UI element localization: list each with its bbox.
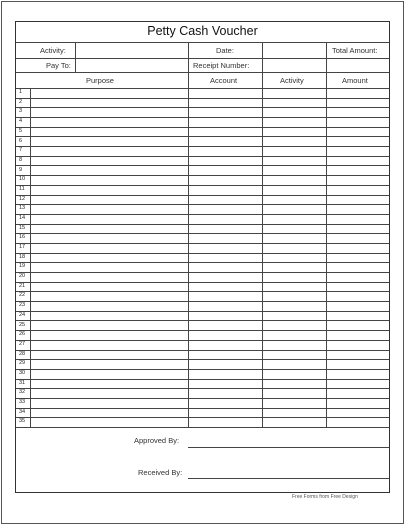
row-number: 34: [19, 408, 26, 415]
activity-cell[interactable]: [263, 291, 326, 301]
activity-cell[interactable]: [263, 88, 326, 98]
row-number: 13: [19, 205, 26, 212]
table-row: [16, 369, 389, 379]
row-number: 24: [19, 311, 26, 318]
activity-cell[interactable]: [263, 388, 326, 398]
amount-cell[interactable]: [327, 195, 389, 205]
account-header: Account: [210, 76, 238, 85]
receipt-number-label: Receipt Number:: [193, 61, 250, 70]
activity-cell[interactable]: [263, 350, 326, 360]
purpose-cell[interactable]: [31, 195, 188, 205]
activity-cell[interactable]: [263, 262, 326, 272]
account-cell[interactable]: [189, 417, 262, 427]
activity-cell[interactable]: [263, 175, 326, 185]
activity-cell[interactable]: [263, 311, 326, 321]
amount-cell[interactable]: [327, 127, 389, 137]
petty-cash-voucher-form: [15, 21, 390, 493]
amount-cell[interactable]: [327, 369, 389, 379]
receipt-number-field[interactable]: [263, 59, 325, 72]
table-row: [16, 408, 389, 418]
account-cell[interactable]: [189, 359, 262, 369]
account-cell[interactable]: [189, 369, 262, 379]
pay-to-label: Pay To:: [46, 61, 71, 70]
account-cell[interactable]: [189, 136, 262, 146]
purpose-cell[interactable]: [31, 136, 188, 146]
account-cell[interactable]: [189, 340, 262, 350]
row-number: 8: [19, 156, 23, 163]
account-cell[interactable]: [189, 107, 262, 117]
account-cell[interactable]: [189, 117, 262, 127]
row-number: 15: [19, 224, 26, 231]
row-number: 11: [19, 185, 25, 192]
account-cell[interactable]: [189, 165, 262, 175]
amount-cell[interactable]: [327, 253, 389, 263]
activity-cell[interactable]: [263, 233, 326, 243]
table-row: [16, 175, 389, 185]
activity-cell[interactable]: [263, 224, 326, 234]
total-amount-label: Total Amount:: [332, 46, 378, 55]
approved-by-label: Approved By:: [134, 436, 180, 445]
activity-cell[interactable]: [263, 243, 326, 253]
table-row: [16, 165, 389, 175]
row-number: 7: [19, 147, 23, 154]
received-by-line: [188, 478, 389, 479]
amount-header: Amount: [342, 76, 368, 85]
purpose-cell[interactable]: [31, 408, 188, 418]
activity-cell[interactable]: [263, 146, 326, 156]
amount-cell[interactable]: [327, 98, 389, 108]
purpose-header: Purpose: [86, 76, 114, 85]
purpose-cell[interactable]: [31, 185, 188, 195]
row-number: 22: [19, 292, 26, 299]
activity-cell[interactable]: [263, 408, 326, 418]
row-number: 29: [19, 360, 26, 367]
amount-cell[interactable]: [327, 214, 389, 224]
amount-cell[interactable]: [327, 175, 389, 185]
purpose-cell[interactable]: [31, 379, 188, 389]
purpose-cell[interactable]: [31, 165, 188, 175]
header-divider-1: [188, 42, 189, 72]
purpose-cell[interactable]: [31, 204, 188, 214]
activity-cell[interactable]: [263, 330, 326, 340]
table-row: [16, 272, 389, 282]
amount-cell[interactable]: [327, 350, 389, 360]
activity-cell[interactable]: [263, 340, 326, 350]
table-row: [16, 195, 389, 205]
form-title: Petty Cash Voucher: [147, 24, 258, 38]
purpose-cell[interactable]: [31, 388, 188, 398]
amount-cell[interactable]: [327, 204, 389, 214]
table-row: [16, 107, 389, 117]
table-row: [16, 243, 389, 253]
purpose-cell[interactable]: [31, 350, 188, 360]
footer-note: Free Forms from Free Design: [292, 494, 358, 500]
purpose-cell[interactable]: [31, 282, 188, 292]
row-number: 10: [19, 176, 26, 183]
account-cell[interactable]: [189, 204, 262, 214]
table-row: [16, 388, 389, 398]
activity-cell[interactable]: [263, 320, 326, 330]
row-number: 35: [19, 418, 26, 425]
table-row: [16, 379, 389, 389]
row-number: 17: [19, 244, 26, 251]
account-cell[interactable]: [189, 195, 262, 205]
amount-cell[interactable]: [327, 398, 389, 408]
table-row: [16, 359, 389, 369]
amount-cell[interactable]: [327, 243, 389, 253]
activity-cell[interactable]: [263, 204, 326, 214]
purpose-cell[interactable]: [31, 127, 188, 137]
purpose-cell[interactable]: [31, 301, 188, 311]
row-number: 33: [19, 399, 26, 406]
table-row: [16, 185, 389, 195]
account-cell[interactable]: [189, 282, 262, 292]
purpose-cell[interactable]: [31, 156, 188, 166]
table-row: [16, 214, 389, 224]
amount-cell[interactable]: [327, 117, 389, 127]
row-number: 26: [19, 331, 26, 338]
row-number: 23: [19, 302, 26, 309]
account-cell[interactable]: [189, 291, 262, 301]
account-cell[interactable]: [189, 127, 262, 137]
row-number: 5: [19, 127, 23, 134]
purpose-cell[interactable]: [31, 340, 188, 350]
row-number: 19: [19, 263, 26, 270]
activity-field[interactable]: [76, 43, 187, 58]
amount-cell[interactable]: [327, 165, 389, 175]
row-number: 28: [19, 350, 26, 357]
activity-cell[interactable]: [263, 107, 326, 117]
amount-cell[interactable]: [327, 224, 389, 234]
activity-cell[interactable]: [263, 398, 326, 408]
purpose-cell[interactable]: [31, 262, 188, 272]
table-row: [16, 320, 389, 330]
activity-cell[interactable]: [263, 301, 326, 311]
activity-cell[interactable]: [263, 165, 326, 175]
table-row: [16, 233, 389, 243]
purpose-cell[interactable]: [31, 330, 188, 340]
amount-cell[interactable]: [327, 136, 389, 146]
row-number: 3: [19, 108, 23, 115]
purpose-cell[interactable]: [31, 417, 188, 427]
received-by-field[interactable]: [188, 464, 389, 478]
amount-cell[interactable]: [327, 272, 389, 282]
row-number: 6: [19, 137, 23, 144]
table-row: [16, 146, 389, 156]
row-number: 14: [19, 214, 26, 221]
purpose-cell[interactable]: [31, 107, 188, 117]
account-cell[interactable]: [189, 243, 262, 253]
activity-cell[interactable]: [263, 253, 326, 263]
activity-cell[interactable]: [263, 98, 326, 108]
received-by-label: Received By:: [138, 468, 183, 477]
pay-to-field[interactable]: [76, 59, 187, 72]
amount-cell[interactable]: [327, 291, 389, 301]
activity-cell[interactable]: [263, 127, 326, 137]
row-number: 18: [19, 253, 26, 260]
approved-by-line: [188, 447, 389, 448]
purpose-cell[interactable]: [31, 224, 188, 234]
activity-cell[interactable]: [263, 282, 326, 292]
row-number: 27: [19, 340, 26, 347]
amount-cell[interactable]: [327, 408, 389, 418]
amount-cell[interactable]: [327, 146, 389, 156]
purpose-cell[interactable]: [31, 311, 188, 321]
account-cell[interactable]: [189, 253, 262, 263]
total-amount-field[interactable]: [327, 59, 389, 72]
account-cell[interactable]: [189, 350, 262, 360]
table-row: [16, 253, 389, 263]
row-number: 21: [19, 282, 26, 289]
table-row: [16, 156, 389, 166]
row-number: 9: [19, 166, 23, 173]
row-number: 31: [19, 379, 26, 386]
account-cell[interactable]: [189, 156, 262, 166]
activity-cell[interactable]: [263, 417, 326, 427]
activity-cell[interactable]: [263, 359, 326, 369]
table-row: [16, 88, 389, 98]
activity-cell[interactable]: [263, 195, 326, 205]
purpose-cell[interactable]: [31, 369, 188, 379]
purpose-cell[interactable]: [31, 214, 188, 224]
purpose-cell[interactable]: [31, 253, 188, 263]
activity-cell[interactable]: [263, 214, 326, 224]
column-header-divider: [16, 72, 389, 73]
activity-label: Activity:: [40, 46, 66, 55]
row-number: 12: [19, 195, 26, 202]
table-row: [16, 311, 389, 321]
amount-cell[interactable]: [327, 417, 389, 427]
purpose-cell[interactable]: [31, 291, 188, 301]
amount-cell[interactable]: [327, 301, 389, 311]
row-number: 20: [19, 273, 26, 280]
table-row: [16, 98, 389, 108]
amount-cell[interactable]: [327, 282, 389, 292]
activity-cell[interactable]: [263, 136, 326, 146]
row-number: 2: [19, 98, 23, 105]
amount-cell[interactable]: [327, 262, 389, 272]
amount-cell[interactable]: [327, 320, 389, 330]
account-cell[interactable]: [189, 388, 262, 398]
account-cell[interactable]: [189, 175, 262, 185]
purpose-cell[interactable]: [31, 272, 188, 282]
account-cell[interactable]: [189, 146, 262, 156]
amount-cell[interactable]: [327, 107, 389, 117]
account-cell[interactable]: [189, 320, 262, 330]
amount-cell[interactable]: [327, 340, 389, 350]
amount-cell[interactable]: [327, 388, 389, 398]
table-row: [16, 204, 389, 214]
purpose-cell[interactable]: [31, 233, 188, 243]
account-cell[interactable]: [189, 224, 262, 234]
activity-header: Activity: [280, 76, 304, 85]
amount-cell[interactable]: [327, 379, 389, 389]
table-row: [16, 282, 389, 292]
amount-cell[interactable]: [327, 233, 389, 243]
table-row: [16, 398, 389, 408]
account-cell[interactable]: [189, 214, 262, 224]
amount-cell[interactable]: [327, 156, 389, 166]
purpose-cell[interactable]: [31, 398, 188, 408]
amount-cell[interactable]: [327, 185, 389, 195]
account-cell[interactable]: [189, 398, 262, 408]
table-row: [16, 117, 389, 127]
table-row: [16, 330, 389, 340]
account-cell[interactable]: [189, 272, 262, 282]
purpose-cell[interactable]: [31, 146, 188, 156]
account-cell[interactable]: [189, 98, 262, 108]
account-cell[interactable]: [189, 262, 262, 272]
row-number: 32: [19, 389, 26, 396]
amount-cell[interactable]: [327, 88, 389, 98]
account-cell[interactable]: [189, 88, 262, 98]
header-divider-top: [16, 42, 389, 43]
activity-cell[interactable]: [263, 379, 326, 389]
activity-cell[interactable]: [263, 369, 326, 379]
account-cell[interactable]: [189, 379, 262, 389]
purpose-cell[interactable]: [31, 98, 188, 108]
row-number: 16: [19, 234, 26, 241]
table-row: [16, 301, 389, 311]
purpose-cell[interactable]: [31, 243, 188, 253]
row-number: 30: [19, 369, 26, 376]
account-cell[interactable]: [189, 185, 262, 195]
row-number: 1: [19, 89, 23, 96]
row-number: 25: [19, 321, 26, 328]
activity-cell[interactable]: [263, 185, 326, 195]
amount-cell[interactable]: [327, 359, 389, 369]
purpose-cell[interactable]: [31, 359, 188, 369]
amount-cell[interactable]: [327, 330, 389, 340]
activity-cell[interactable]: [263, 156, 326, 166]
date-label: Date:: [216, 46, 234, 55]
purpose-cell[interactable]: [31, 320, 188, 330]
date-field[interactable]: [263, 43, 325, 58]
row-rule: [16, 427, 389, 428]
table-row: [16, 224, 389, 234]
account-cell[interactable]: [189, 301, 262, 311]
account-cell[interactable]: [189, 408, 262, 418]
table-row: [16, 291, 389, 301]
activity-cell[interactable]: [263, 272, 326, 282]
account-cell[interactable]: [189, 233, 262, 243]
table-row: [16, 417, 389, 427]
table-row: [16, 350, 389, 360]
amount-cell[interactable]: [327, 311, 389, 321]
account-cell[interactable]: [189, 330, 262, 340]
purpose-cell[interactable]: [31, 117, 188, 127]
activity-cell[interactable]: [263, 117, 326, 127]
purpose-cell[interactable]: [31, 88, 188, 98]
table-row: [16, 127, 389, 137]
row-number: 4: [19, 118, 23, 125]
approved-by-field[interactable]: [188, 433, 389, 447]
purpose-cell[interactable]: [31, 175, 188, 185]
table-row: [16, 136, 389, 146]
account-cell[interactable]: [189, 311, 262, 321]
table-row: [16, 340, 389, 350]
table-row: [16, 262, 389, 272]
